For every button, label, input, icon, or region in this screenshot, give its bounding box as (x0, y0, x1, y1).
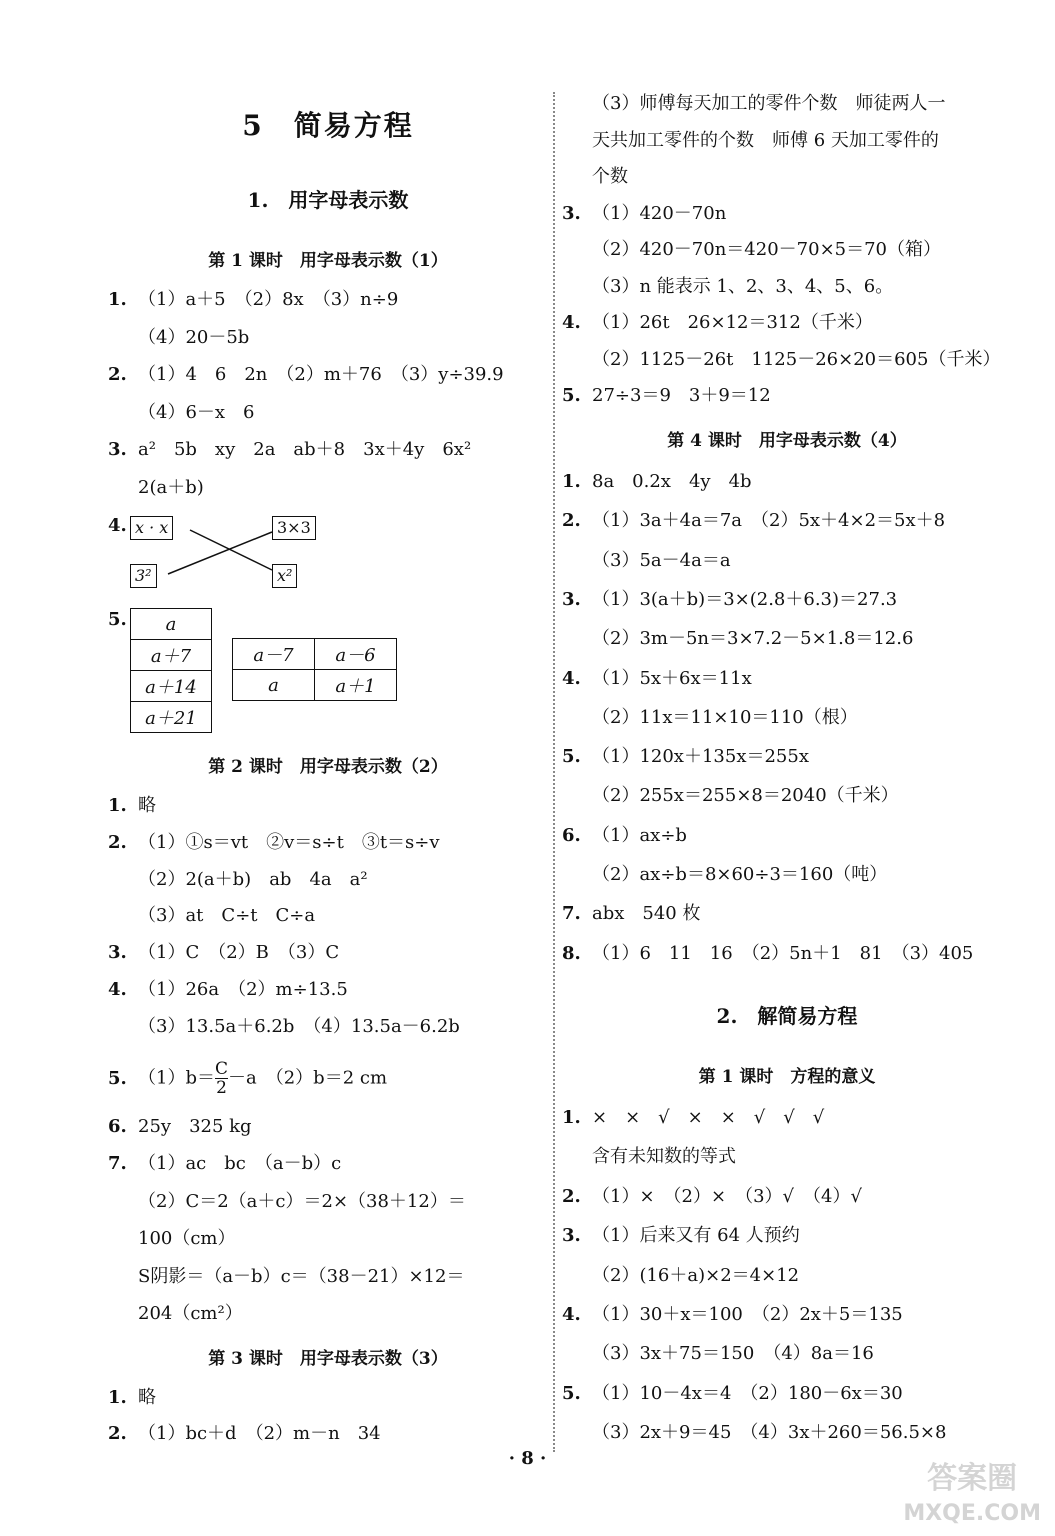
question-number: 3. (108, 439, 127, 460)
answer-text: 个数 (592, 166, 628, 187)
answer-text: （1）30＋x＝100 （2）2x＋5＝135 (592, 1304, 903, 1325)
table-cell: a (233, 670, 315, 701)
question-number: 5. (108, 1067, 127, 1089)
table-cell: a＋21 (131, 702, 212, 733)
answer-line (108, 1015, 460, 1039)
lesson-title-5: 第 1 课时 方程的意义 (698, 1067, 876, 1087)
table-cell: a－7 (233, 639, 315, 670)
answer-text: （3）师傅每天加工的零件个数 师徒两人一 (592, 93, 946, 114)
answer-text: （1）ac bc （a－b）c (138, 1153, 342, 1175)
answer-text: （2）420－70n＝420－70×5＝70（箱） (592, 239, 942, 260)
answer-line (562, 92, 945, 116)
answer-text: （1）ax÷b (592, 824, 687, 846)
question-number: 2. (108, 831, 127, 853)
answer-text: （1）× （2）× （3）√ （4）√ (592, 1185, 862, 1207)
answer-line (562, 1303, 903, 1327)
answer-text: 25y 325 kg (138, 1116, 252, 1137)
question-number: 4. (108, 515, 127, 536)
answer-line (108, 904, 315, 928)
answer-line (108, 794, 156, 818)
answer-line (562, 1185, 862, 1209)
lesson-title-4: 第 4 课时 用字母表示数（4） (667, 431, 907, 451)
answer-line (108, 1302, 243, 1326)
question-number: 1. (562, 1107, 581, 1128)
question-number: 4. (562, 312, 581, 333)
answer-line (562, 275, 893, 299)
answer-line (562, 1382, 903, 1406)
question-number: 2. (108, 364, 127, 385)
chapter-title: 5 简易方程 (242, 109, 414, 142)
answer-text: （1）3(a＋b)＝3×(2.8＋6.3)＝27.3 (592, 588, 898, 610)
answer-line (562, 470, 752, 494)
answer-line (108, 1152, 341, 1176)
answer-text: × × √ × × √ √ √ (592, 1107, 825, 1128)
answer-text: 100（cm） (138, 1228, 236, 1250)
answer-line (562, 706, 858, 730)
table-cell: a＋14 (131, 671, 212, 702)
question-number: 5. (108, 609, 127, 630)
match-box-bottom-right: x² (272, 564, 297, 588)
lesson-title-3: 第 3 课时 用字母表示数（3） (208, 1349, 448, 1369)
answer-text: （2）ax÷b＝8×60÷3＝160（吨） (592, 864, 888, 885)
answer-line (108, 1190, 466, 1214)
table-cell: a＋7 (131, 640, 212, 671)
answer-text: （4）20－5b (138, 326, 250, 348)
answer-text: （2）(16＋a)×2＝4×12 (592, 1264, 800, 1286)
answer-line (562, 1106, 824, 1130)
question-number: 8. (562, 942, 581, 964)
watermark-logo: 答案圈 MXQE.COM (903, 1461, 1041, 1526)
answer-line (562, 129, 939, 153)
answer-line (562, 824, 687, 848)
answer-text: 略 (138, 795, 156, 816)
question-number: 1. (108, 795, 127, 816)
answer-line (108, 941, 339, 965)
answer-text: （1）bc＋d （2）m－n 34 (138, 1423, 381, 1444)
answer-line (562, 942, 973, 966)
answer-text: （2）3m－5n＝3×7.2－5×1.8＝12.6 (592, 628, 914, 650)
question-number: 6. (562, 824, 581, 846)
answer-line-fraction (108, 1060, 387, 1097)
answer-text: （3）3x＋75＝150 （4）8a＝16 (592, 1343, 874, 1365)
answer-line (108, 868, 368, 892)
grid-table (232, 638, 397, 701)
answer-line (562, 784, 899, 808)
answer-text: （2）255x＝255×8＝2040（千米） (592, 785, 899, 807)
answer-text: 含有未知数的等式 (592, 1146, 736, 1168)
fraction-denominator: 2 (216, 1078, 227, 1098)
question-number: 1. (108, 1387, 127, 1408)
question-number: 4. (108, 979, 127, 1000)
match-box-bottom-left: 3² (130, 564, 157, 588)
answer-text: 天共加工零件的个数 师傅 6 天加工零件的 (592, 129, 939, 151)
answer-line (562, 1145, 736, 1169)
column-divider (553, 92, 555, 1452)
question-number: 5. (562, 746, 581, 768)
answer-text: （1）26t 26×12＝312（千米） (592, 312, 873, 333)
answer-text: （1）120x＋135x＝255x (592, 746, 809, 768)
answer-text: （1）6 11 16 （2）5n＋1 81 （3）405 (592, 942, 974, 964)
answer-line (562, 348, 1000, 372)
answer-text: （2）11x＝11×10＝110（根） (592, 706, 858, 728)
answer-text: （1）26a （2）m÷13.5 (138, 979, 348, 1000)
answer-text: 2(a＋b) (138, 476, 204, 498)
answer-text: abx 540 枚 (592, 903, 701, 925)
question-number: 6. (108, 1116, 127, 1137)
fraction-numerator: C (214, 1059, 228, 1079)
answer-line (562, 202, 726, 226)
fraction (215, 1060, 228, 1097)
answer-text: 略 (138, 1387, 156, 1408)
answer-text: （1）①s＝vt ②v＝s÷t ③t＝s÷v (138, 831, 440, 853)
question-number: 2. (562, 1185, 581, 1207)
answer-text: （1）a＋5 （2）8x （3）n÷9 (138, 289, 399, 310)
answer-line (562, 588, 897, 612)
question-number: 3. (562, 588, 581, 610)
answer-line (108, 1227, 236, 1251)
match-box-top-left: x · x (130, 516, 173, 540)
answer-line (562, 745, 809, 769)
answer-text: 27÷3＝9 3＋9＝12 (592, 385, 771, 406)
answer-line (562, 384, 771, 408)
answer-line (562, 1421, 946, 1445)
match-box-top-right: 3×3 (272, 516, 316, 540)
table-cell: a－6 (315, 639, 397, 670)
question-number: 1. (562, 471, 581, 492)
answer-line (562, 1342, 874, 1366)
lesson-title-2: 第 2 课时 用字母表示数（2） (208, 757, 448, 777)
section-title-2: 2. 解简易方程 (716, 1004, 858, 1028)
question-number: 4. (562, 1304, 581, 1325)
answer-text: 8a 0.2x 4y 4b (592, 471, 752, 492)
answer-text: （1）后来又有 64 人预约 (592, 1225, 800, 1247)
page-number: · 8 · (508, 1448, 547, 1469)
answer-text: （1）C （2）B （3）C (138, 942, 340, 964)
answer-line (562, 902, 700, 926)
answer-line (562, 165, 628, 189)
answer-line (562, 863, 887, 887)
question-number: 7. (108, 1153, 127, 1175)
answer-text: a² 5b xy 2a ab＋8 3x＋4y 6x² (138, 439, 472, 460)
question-number: 2. (562, 510, 581, 532)
question-number: 3. (108, 942, 127, 964)
answer-line (562, 1264, 799, 1288)
question-number: 4. (562, 667, 581, 689)
answer-text: （2）1125－26t 1125－26×20＝605（千米） (592, 348, 1001, 370)
question-number: 7. (562, 903, 581, 925)
answer-text: （3）2x＋9＝45 （4）3x＋260＝56.5×8 (592, 1422, 947, 1444)
answer-line (108, 1386, 156, 1410)
fraction-prefix: （1）b＝ (138, 1067, 215, 1089)
table-cell: a (131, 609, 212, 640)
answer-line (108, 1422, 381, 1446)
answer-text: S阴影＝（a－b）c＝（38－21）×12＝ (138, 1265, 465, 1287)
table-cell: a＋1 (315, 670, 397, 701)
answer-text: （1）3a＋4a＝7a （2）5x＋4×2＝5x＋8 (592, 510, 946, 532)
sequence-table (130, 608, 212, 733)
answer-line (562, 549, 731, 573)
answer-line (562, 311, 873, 335)
answer-line (562, 1224, 800, 1248)
lesson-title-1: 第 1 课时 用字母表示数（1） (208, 251, 448, 271)
fraction-suffix: －a （2）b＝2 cm (228, 1067, 388, 1089)
answer-text: （1）10－4x＝4 （2）180－6x＝30 (592, 1382, 903, 1404)
answer-text: （3）13.5a＋6.2b （4）13.5a－6.2b (138, 1015, 460, 1037)
answer-text: （2）2(a＋b) ab 4a a² (138, 868, 368, 890)
matching-lines (108, 0, 408, 600)
question-number: 3. (562, 202, 581, 224)
answer-text: （3）at C÷t C÷a (138, 905, 316, 927)
question-number: 3. (562, 1225, 581, 1247)
answer-text: （4）6－x 6 (138, 401, 255, 423)
answer-line (108, 1265, 464, 1289)
answer-text: （3）n 能表示 1、2、3、4、5、6。 (592, 275, 894, 297)
answer-line (562, 238, 941, 262)
answer-text: （2）C＝2（a＋c）＝2×（38＋12）＝ (138, 1190, 466, 1212)
answer-line (562, 509, 945, 533)
answer-text: 204（cm²） (138, 1303, 243, 1324)
answer-line (108, 978, 348, 1002)
answer-line (562, 627, 913, 651)
answer-text: （1）5x＋6x＝11x (592, 667, 752, 689)
question-number: 5. (562, 1382, 581, 1404)
question-number: 2. (108, 1423, 127, 1444)
section-title-1: 1. 用字母表示数 (247, 188, 409, 212)
question-number: 1. (108, 289, 127, 310)
answer-text: （1）4 6 2n （2）m＋76 （3）y÷39.9 (138, 364, 504, 385)
answer-text: （3）5a－4a＝a (592, 549, 731, 571)
answer-line (108, 831, 440, 855)
answer-line (562, 667, 752, 691)
question-number: 5. (562, 385, 581, 406)
answer-line (108, 1115, 252, 1139)
answer-text: （1）420－70n (592, 202, 727, 224)
